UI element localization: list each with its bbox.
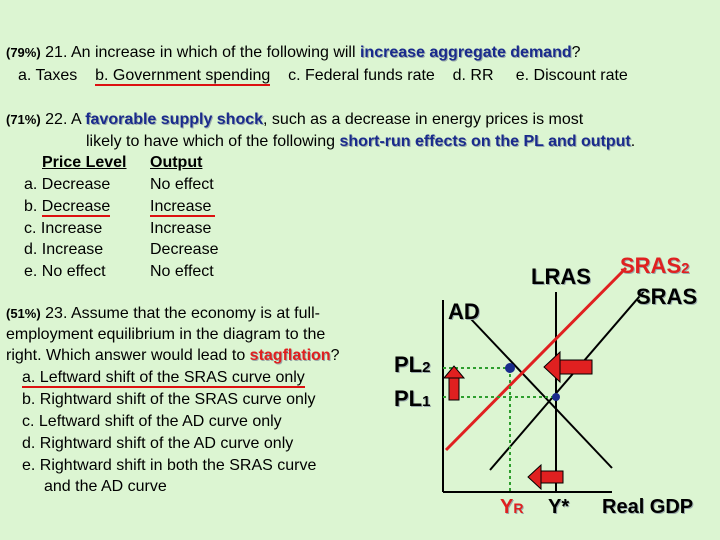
label-yr <box>500 496 523 519</box>
q21-option-a: a. Taxes <box>18 67 78 84</box>
label-sras2 <box>620 253 689 279</box>
q21-option-b: b. Government spending <box>95 67 271 84</box>
q23-option-c: c. Leftward shift of the AD curve only <box>22 413 282 430</box>
q22-header-price-level: Price Level <box>42 154 127 171</box>
q22-row-pl: Decrease <box>41 198 111 215</box>
q22-stem-a: 22. A <box>45 111 86 128</box>
q23-option-e-cont: and the AD curve <box>44 478 167 495</box>
q22-row-letter: c. <box>24 220 37 237</box>
q22-row-pl: Increase <box>40 220 103 237</box>
label-pl2 <box>394 352 430 378</box>
q22-stem-em2: short-run effects on the PL and output <box>339 133 631 150</box>
label-xaxis: Real GDP <box>602 496 694 518</box>
q22-row-out: Increase <box>150 198 215 217</box>
q22-row-pl: Increase <box>41 241 104 258</box>
sras-shift-arrow-icon <box>544 352 592 382</box>
q21-option-e: e. Discount rate <box>515 67 628 84</box>
q23-option-b: b. Rightward shift of the SRAS curve only <box>22 391 316 408</box>
sras2-curve <box>446 268 626 450</box>
q22-row-letter: d. <box>24 241 38 258</box>
q23-stem-em: stagflation <box>249 347 331 364</box>
q21-stem-a: 21. An increase in which of the following will <box>45 44 360 61</box>
q21-option-d: d. RR <box>452 67 494 84</box>
label-sras2-sub: 2 <box>681 260 690 277</box>
pl-up-arrow-icon <box>444 366 464 400</box>
original-equilibrium-point <box>552 393 560 401</box>
q22-row-letter: a. <box>24 176 38 193</box>
label-yr-sub: R <box>513 500 524 516</box>
q23-option-d: d. Rightward shift of the AD curve only <box>22 435 294 452</box>
label-pl2-text: PL <box>394 352 423 377</box>
q22-row-a-out: No effect <box>150 176 214 193</box>
label-yr-text: Y <box>500 496 514 518</box>
q23-stem-l1: 23. Assume that the economy is at full- <box>45 305 320 322</box>
q23-option-a-text: a. Leftward shift of the SRAS curve only <box>22 369 305 386</box>
q23-option-e: e. Rightward shift in both the SRAS curve <box>22 457 317 474</box>
q22-stem-b: , such as a decrease in energy prices is most <box>263 111 584 128</box>
label-pl1-text: PL <box>394 386 423 411</box>
q22-row-pl: Decrease <box>41 176 111 193</box>
label-pl2-sub: 2 <box>422 359 431 376</box>
q21-option-c: c. Federal funds rate <box>288 67 435 84</box>
q23-stem-line2: employment equilibrium in the diagram to the <box>6 326 326 343</box>
label-sras2-text: SRAS <box>620 253 682 278</box>
q21-stem-em: increase aggregate demand <box>359 44 572 61</box>
q22-stem-c: likely to have which of the following <box>86 133 340 150</box>
q22-stem-d: . <box>630 133 636 150</box>
output-left-arrow-icon <box>528 465 563 489</box>
q22-row-letter: e. <box>24 263 38 280</box>
label-sras: SRAS <box>636 284 698 309</box>
q22-stem-em1: favorable supply shock <box>85 111 264 128</box>
label-pl1 <box>394 386 430 412</box>
label-pl1-sub: 1 <box>422 393 431 410</box>
new-equilibrium-point <box>505 363 515 373</box>
label-lras: LRAS <box>531 264 591 289</box>
q21-percent: (79%) <box>6 45 41 60</box>
q23-percent: (51%) <box>6 306 41 321</box>
q22-row-e-out: No effect <box>150 263 214 280</box>
q22-row-pl: No effect <box>41 263 106 280</box>
ad-curve <box>470 318 612 468</box>
q22-row-c-out: Increase <box>150 220 212 237</box>
q22-row-d-out: Decrease <box>150 241 219 258</box>
q21-stem-b: ? <box>571 44 581 61</box>
q22-row-letter: b. <box>24 198 38 215</box>
q22-header-output: Output <box>150 154 203 171</box>
label-ystar: Y* <box>548 496 570 518</box>
q23-stem-l3a: right. Which answer would lead to <box>6 347 250 364</box>
q23-stem-l3b: ? <box>330 347 340 364</box>
q22-percent: (71%) <box>6 112 41 127</box>
label-ad: AD <box>448 299 480 324</box>
